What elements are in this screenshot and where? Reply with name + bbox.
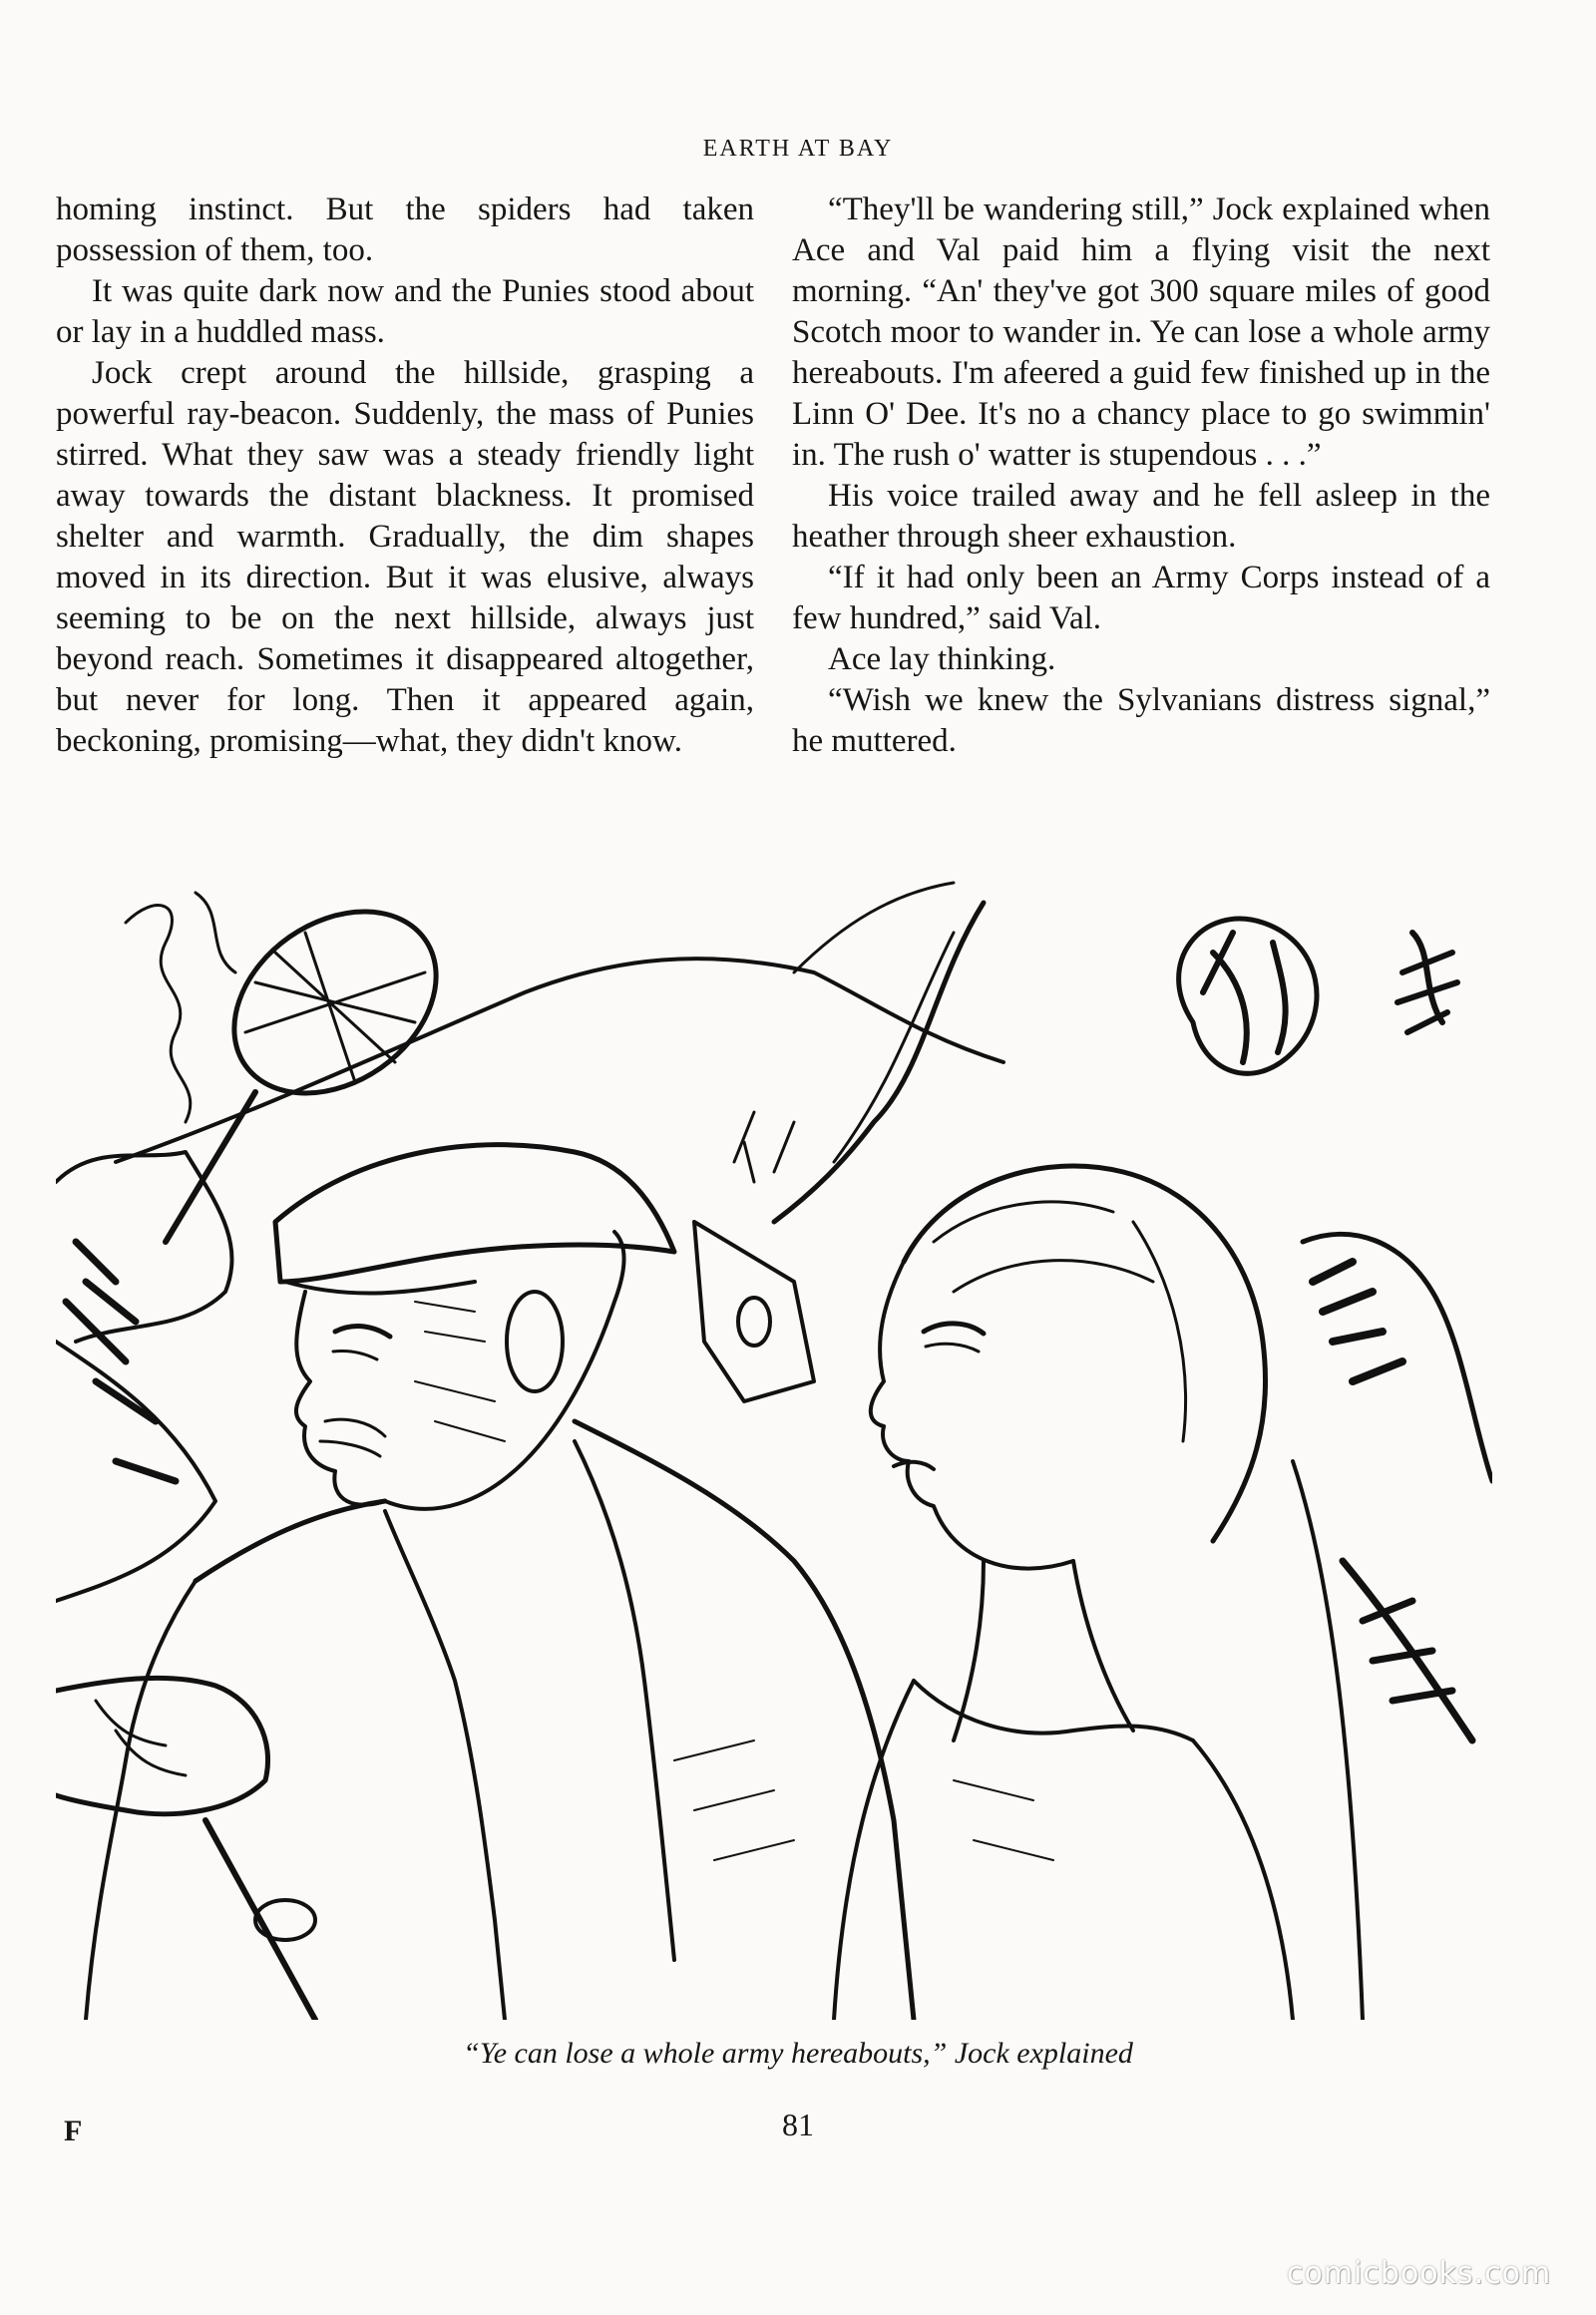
paragraph: Jock crept around the hillside, grasping a powerful ray-beacon. Suddenly, the mass of Punies stirred. What they saw was a steady friendly light away towards the distant blackness. It promised shelter and warmth. Gradually, the dim shapes moved in its direction. But it was elusive, always seeming to be on the next hillside, always just beyond reach. Sometimes it disappeared altogether, but never for long. Then it appeared again, beckoning, promising—what, they didn't know. [56, 355, 754, 759]
page-number: 81 [782, 2107, 814, 2142]
illustration [56, 863, 1492, 2020]
paragraph: It was quite dark now and the Punies stood about or lay in a huddled mass. [56, 273, 754, 350]
left-text-column [56, 190, 754, 762]
paragraph: homing instinct. But the spiders had taken possession of them, too. [56, 192, 754, 268]
signature-mark: F [64, 2115, 83, 2147]
running-head: EARTH AT BAY [702, 136, 894, 162]
paragraph: “They'll be wandering still,” Jock explained when Ace and Val paid him a flying visit the next morning. “An' they've got 300 square miles of good Scotch moor to wander in. Ye can lose a whole army hereabouts. I'm afeered a guid few finished up in the Linn O' Dee. It's no a chancy place to go swimmin' in. The rush o' watter is stupendous . . .” [792, 192, 1490, 473]
paragraph: “If it had only been an Army Corps instead of a few hundred,” said Val. [792, 560, 1490, 636]
right-text-column [792, 190, 1490, 762]
paragraph: “Wish we knew the Sylvanians distress signal,” he muttered. [792, 682, 1490, 759]
illustration-caption: “Ye can lose a whole army hereabouts,” Jock explained [463, 2037, 1133, 2070]
paragraph: Ace lay thinking. [828, 641, 1056, 677]
paragraph: His voice trailed away and he fell asleep in the heather through sheer exhaustion. [792, 478, 1490, 555]
watermark: comicbooks.com [1287, 2256, 1552, 2291]
